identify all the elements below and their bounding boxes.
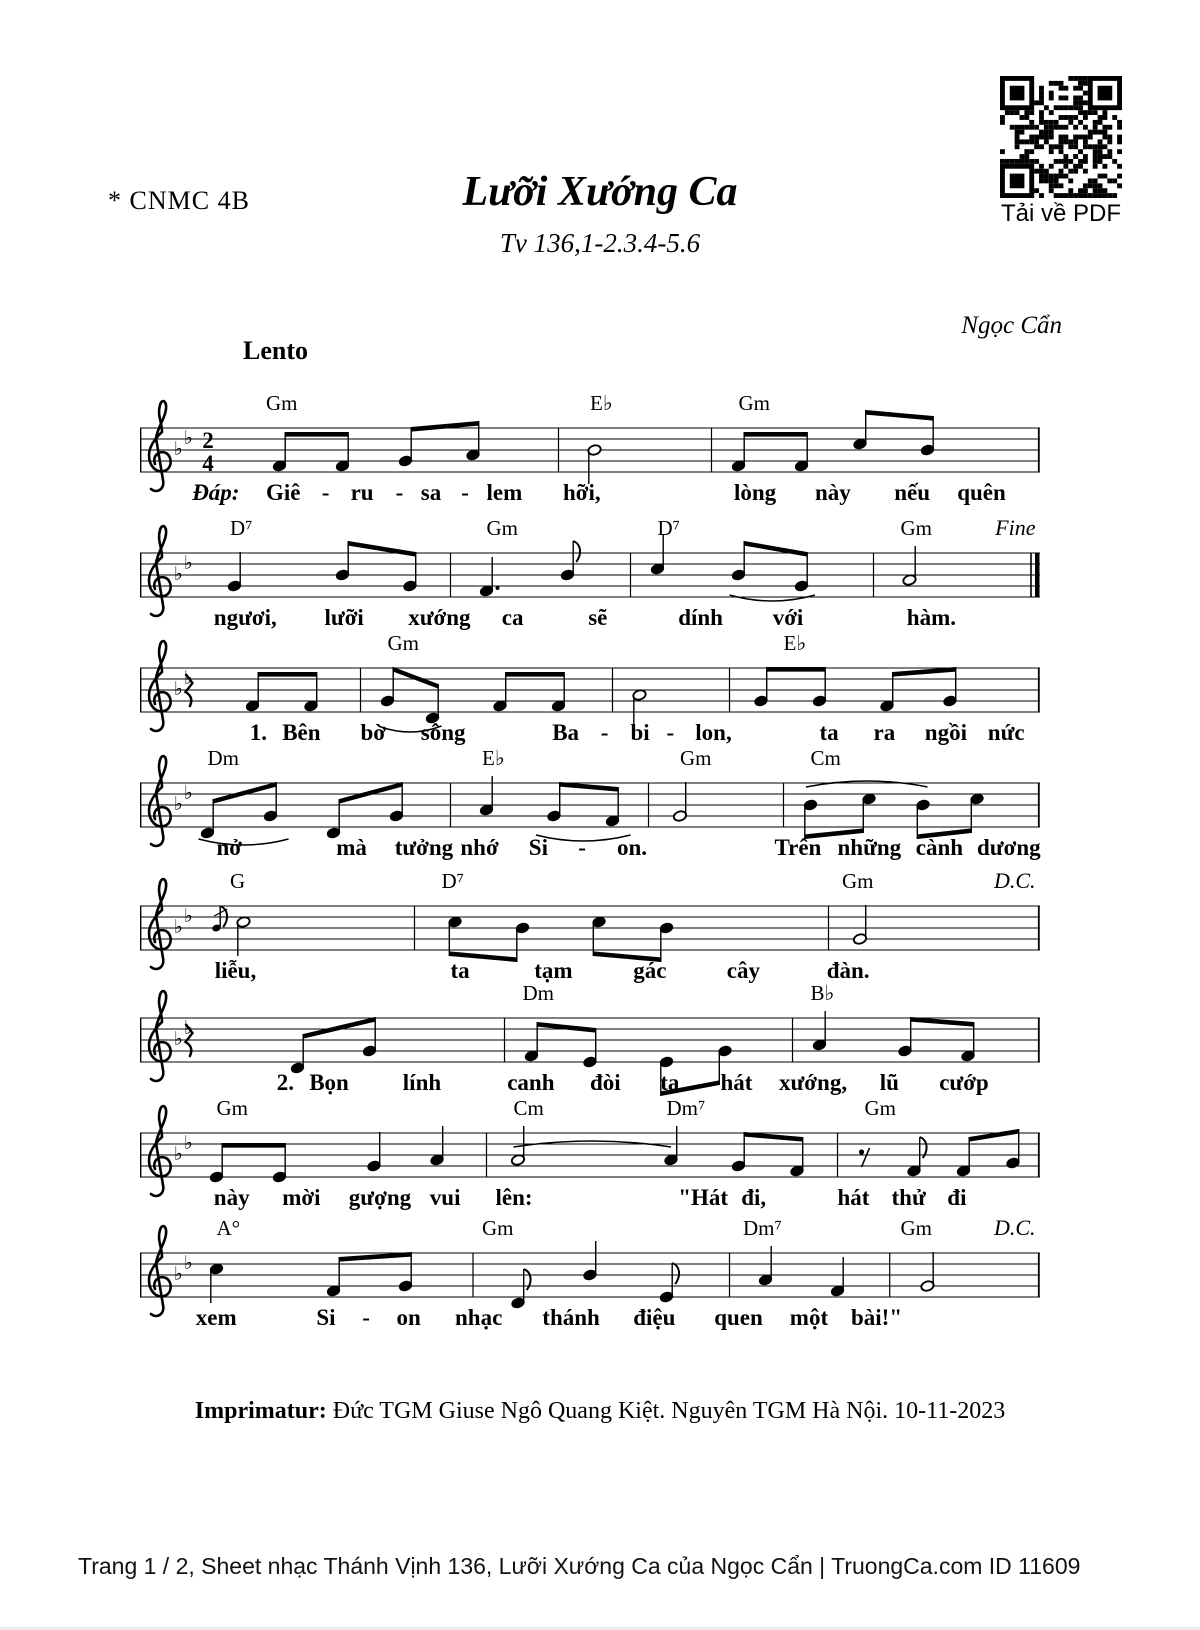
lyric-syllable: nở [216,835,243,860]
note [398,427,413,467]
note [902,546,917,586]
lyric-syllable: ra [873,720,896,745]
lyric-syllable: bờ [360,720,387,745]
treble-clef-icon [149,879,171,969]
lyric-syllable: ngồi [924,720,967,745]
lyric-syllable: thánh [542,1305,600,1330]
lyric-syllable: ru [350,480,374,505]
lyric-syllable: ta [660,1070,680,1095]
psalm-reference: Tv 136,1-2.3.4-5.6 [499,228,701,258]
svg-text:4: 4 [202,451,214,476]
imprimatur-text: Đức TGM Giuse Ngô Quang Kiệt. Nguyên TGM Hà Nội. 10-11-2023 [326,1398,1006,1424]
qr-code-icon [1000,76,1122,198]
svg-text:♭: ♭ [184,1253,193,1274]
note [920,1252,935,1292]
lyric-syllable: ta [819,720,839,745]
note [853,905,868,945]
lyric-syllable: những [837,835,902,860]
chord-label: D⁷ [230,516,253,540]
chord-label: Dm⁷ [666,1096,706,1120]
note [830,1257,845,1297]
lyric-syllable: cây [726,958,761,983]
note [479,557,499,597]
note [272,1143,287,1183]
lyric-syllable: tạm [534,958,573,983]
note [907,1137,927,1177]
note [794,432,809,472]
imprimatur-line [0,1398,1200,1425]
note [920,416,935,456]
lyric-syllable: - [461,480,469,505]
chord-label: Gm [900,516,932,540]
note [898,1017,913,1057]
note [943,667,958,707]
lyric-syllable: xướng, [779,1070,848,1095]
note [794,552,809,592]
note [479,776,494,816]
lyric-syllable: Trên [774,835,822,860]
chord-label: B♭ [810,981,835,1005]
note [758,1246,773,1286]
tie-arc [730,595,816,601]
note [380,667,395,707]
note [547,782,562,822]
lyrics-line [140,480,1040,512]
chord-label: E♭ [783,631,807,655]
note [673,782,688,822]
note [812,667,827,707]
svg-text:♭: ♭ [174,1144,183,1165]
lyric-syllable: nhớ [460,835,499,860]
chord-label: Dm⁷ [743,1216,782,1240]
svg-text:♭: ♭ [184,668,193,689]
note [515,922,530,962]
lyric-syllable: lính [402,1070,442,1095]
tie-arc [806,781,928,787]
note [812,1011,827,1051]
chord-label: Gm [216,1096,248,1120]
chord-label: Gm [864,1096,896,1120]
treble-clef-icon [149,1106,171,1196]
note [583,1028,598,1068]
note [398,1252,413,1292]
svg-text:♭: ♭ [184,1133,193,1154]
treble-clef-icon [149,756,171,846]
lyric-syllable: lon, [695,720,732,745]
lyric-syllable: quên [957,480,1006,505]
lyrics-line [140,835,1040,867]
lyric-syllable: lũ [879,1070,899,1095]
lyric-syllable: canh [507,1070,555,1095]
chord-label: Gm [842,869,874,893]
note [961,1022,976,1062]
lyric-syllable: tưởng [394,835,454,860]
lyric-syllable: nhạc [455,1305,503,1330]
lyrics-line [140,1305,1040,1337]
lyric-syllable: hát [720,1070,753,1095]
lyric-syllable: - [362,1305,370,1330]
svg-text:♭: ♭ [184,906,193,927]
chord-label: Gm [900,1216,932,1240]
svg-text:♭: ♭ [184,1018,193,1039]
lyric-syllable: 1. [249,720,268,745]
note [272,432,287,472]
svg-text:♭: ♭ [174,917,183,938]
tempo-marking: Lento [243,336,308,365]
note [790,1137,805,1177]
music-system-8 [140,1213,1040,1363]
note [367,1132,382,1172]
navigation-mark: D.C. [993,1215,1036,1240]
svg-text:♭: ♭ [174,1029,183,1050]
lyric-syllable: - [600,720,609,745]
lyric-syllable: sông [420,720,466,745]
note [650,535,665,575]
lyric-syllable: ca [501,605,524,630]
chord-label: Gm [680,746,712,770]
note [731,1132,746,1172]
lyric-syllable: một [789,1305,829,1330]
chord-label: D⁷ [441,869,464,893]
note [853,410,868,450]
chord-label: Gm [486,516,518,540]
download-pdf-link[interactable]: Tải về PDF [1000,200,1122,227]
lyric-syllable: với [772,605,804,630]
note [731,432,746,472]
svg-text:♭: ♭ [184,553,193,574]
chord-label: Dm [522,981,554,1005]
catalog-code: * CNMC 4B [108,186,250,215]
lyric-syllable: ngươi, [213,605,277,630]
chord-label: Gm [266,391,298,415]
lyric-syllable: lên: [495,1185,533,1210]
note [326,1257,341,1297]
lyric-syllable: xem [195,1305,237,1330]
note [583,1241,598,1281]
note [880,672,895,712]
note [659,922,674,962]
lyric-syllable: Si [528,835,548,860]
navigation-mark: D.C. [993,868,1036,893]
svg-text:♭: ♭ [184,783,193,804]
lyric-syllable: lưỡi [324,605,364,630]
footer-text: Trang 1 / 2, Sheet nhạc Thánh Vịnh 136, Lưỡi Xướng Ca của Ngọc Cẩn | TruongCa.com ID 11609 [78,1553,1081,1579]
lyric-syllable: thử [891,1185,926,1210]
svg-text:♭: ♭ [184,428,193,449]
lyric-syllable: hỡi, [563,480,601,505]
note [803,799,818,839]
chord-label: Cm [810,746,841,770]
lyric-syllable: đi [947,1185,967,1210]
note [227,552,242,592]
lyric-syllable: ta [450,958,470,983]
note [245,672,260,712]
lyric-syllable: Giê [266,480,301,505]
chord-label: D⁷ [657,516,680,540]
note [493,672,508,712]
lyric-syllable: lem [486,480,523,505]
note [731,541,746,581]
lyric-syllable: này [213,1185,250,1210]
note [754,667,769,707]
lyric-syllable: sẽ [588,605,608,630]
lyric-syllable: hát [837,1185,870,1210]
lyric-syllable: hàm. [906,605,956,630]
lyric-syllable: nếu [894,480,930,505]
lyric-syllable: xướng [408,605,471,630]
svg-text:♭: ♭ [174,564,183,585]
lyric-syllable: nức [987,720,1025,745]
note [587,444,602,484]
note [430,1126,445,1166]
treble-clef-icon [149,991,171,1081]
lyric-syllable: đàn. [826,958,870,983]
note [524,1022,539,1062]
lyric-syllable: mời [282,1185,321,1210]
chord-label: G [230,869,246,893]
note [335,541,350,581]
lyric-syllable: vui [429,1185,461,1210]
svg-text:♭: ♭ [174,794,183,815]
composer-name: Ngọc Cẩn [961,312,1062,339]
lyric-syllable: - [321,480,330,505]
note [466,421,481,461]
chord-label: Gm [482,1216,514,1240]
treble-clef-icon [149,1226,171,1316]
lyric-syllable: on [396,1305,421,1330]
lyric-syllable: cướp [939,1070,989,1095]
chord-label: E♭ [482,746,505,770]
chord-label: Gm [387,631,419,655]
lyric-syllable: mà [336,835,367,860]
lyric-syllable: cành [915,835,964,860]
lyric-syllable: - [395,480,404,505]
treble-clef-icon [149,401,171,491]
lyric-syllable: đi, [741,1185,767,1210]
lyric-syllable: Ba [552,720,580,745]
note [335,432,350,472]
lyric-syllable: on. [617,835,648,860]
lyric-syllable: liễu, [214,958,257,983]
lyric-syllable: này [815,480,851,505]
chord-label: Gm [738,391,770,415]
lyric-syllable: - [578,835,586,860]
lyric-syllable: 2. [276,1070,295,1095]
lyric-syllable: sa [420,480,442,505]
note [209,1143,224,1183]
lyric-syllable: gác [633,958,667,983]
lyric-syllable: - [666,720,675,745]
chord-label: E♭ [590,391,613,415]
navigation-mark: Fine [995,515,1036,540]
lyric-syllable: điệu [633,1305,676,1330]
treble-clef-icon [149,526,171,616]
chord-label: Dm [207,746,239,770]
lyric-syllable: lòng [734,480,777,505]
lyric-syllable: bài!" [851,1305,903,1330]
svg-text:2: 2 [202,428,214,453]
treble-clef-icon [149,641,171,731]
note [916,799,931,839]
imprimatur-label: Imprimatur: [194,1398,327,1424]
note [551,672,566,712]
lyric-syllable: Bọn [309,1070,349,1095]
note [956,1137,971,1177]
svg-text:♭: ♭ [174,1264,183,1285]
lyric-syllable: bi [630,720,650,745]
chord-label: A° [216,1216,241,1240]
lyric-syllable: Si [316,1305,336,1330]
lyric-syllable: dương [977,835,1041,860]
note [605,787,620,827]
svg-text:♭: ♭ [174,439,183,460]
svg-text:♭: ♭ [174,679,183,700]
lyric-syllable: Đáp: [192,480,240,505]
note [403,552,418,592]
note [304,672,319,712]
lyric-syllable: "Hát [678,1185,729,1210]
lyric-syllable: Bên [282,720,321,745]
page-title: Lưỡi Xướng Ca [462,169,738,215]
lyric-syllable: quen [714,1305,763,1330]
lyric-syllable: đòi [590,1070,621,1095]
lyric-syllable: gượng [348,1185,412,1210]
chord-label: Cm [513,1096,544,1120]
lyric-syllable: dính [678,605,723,630]
